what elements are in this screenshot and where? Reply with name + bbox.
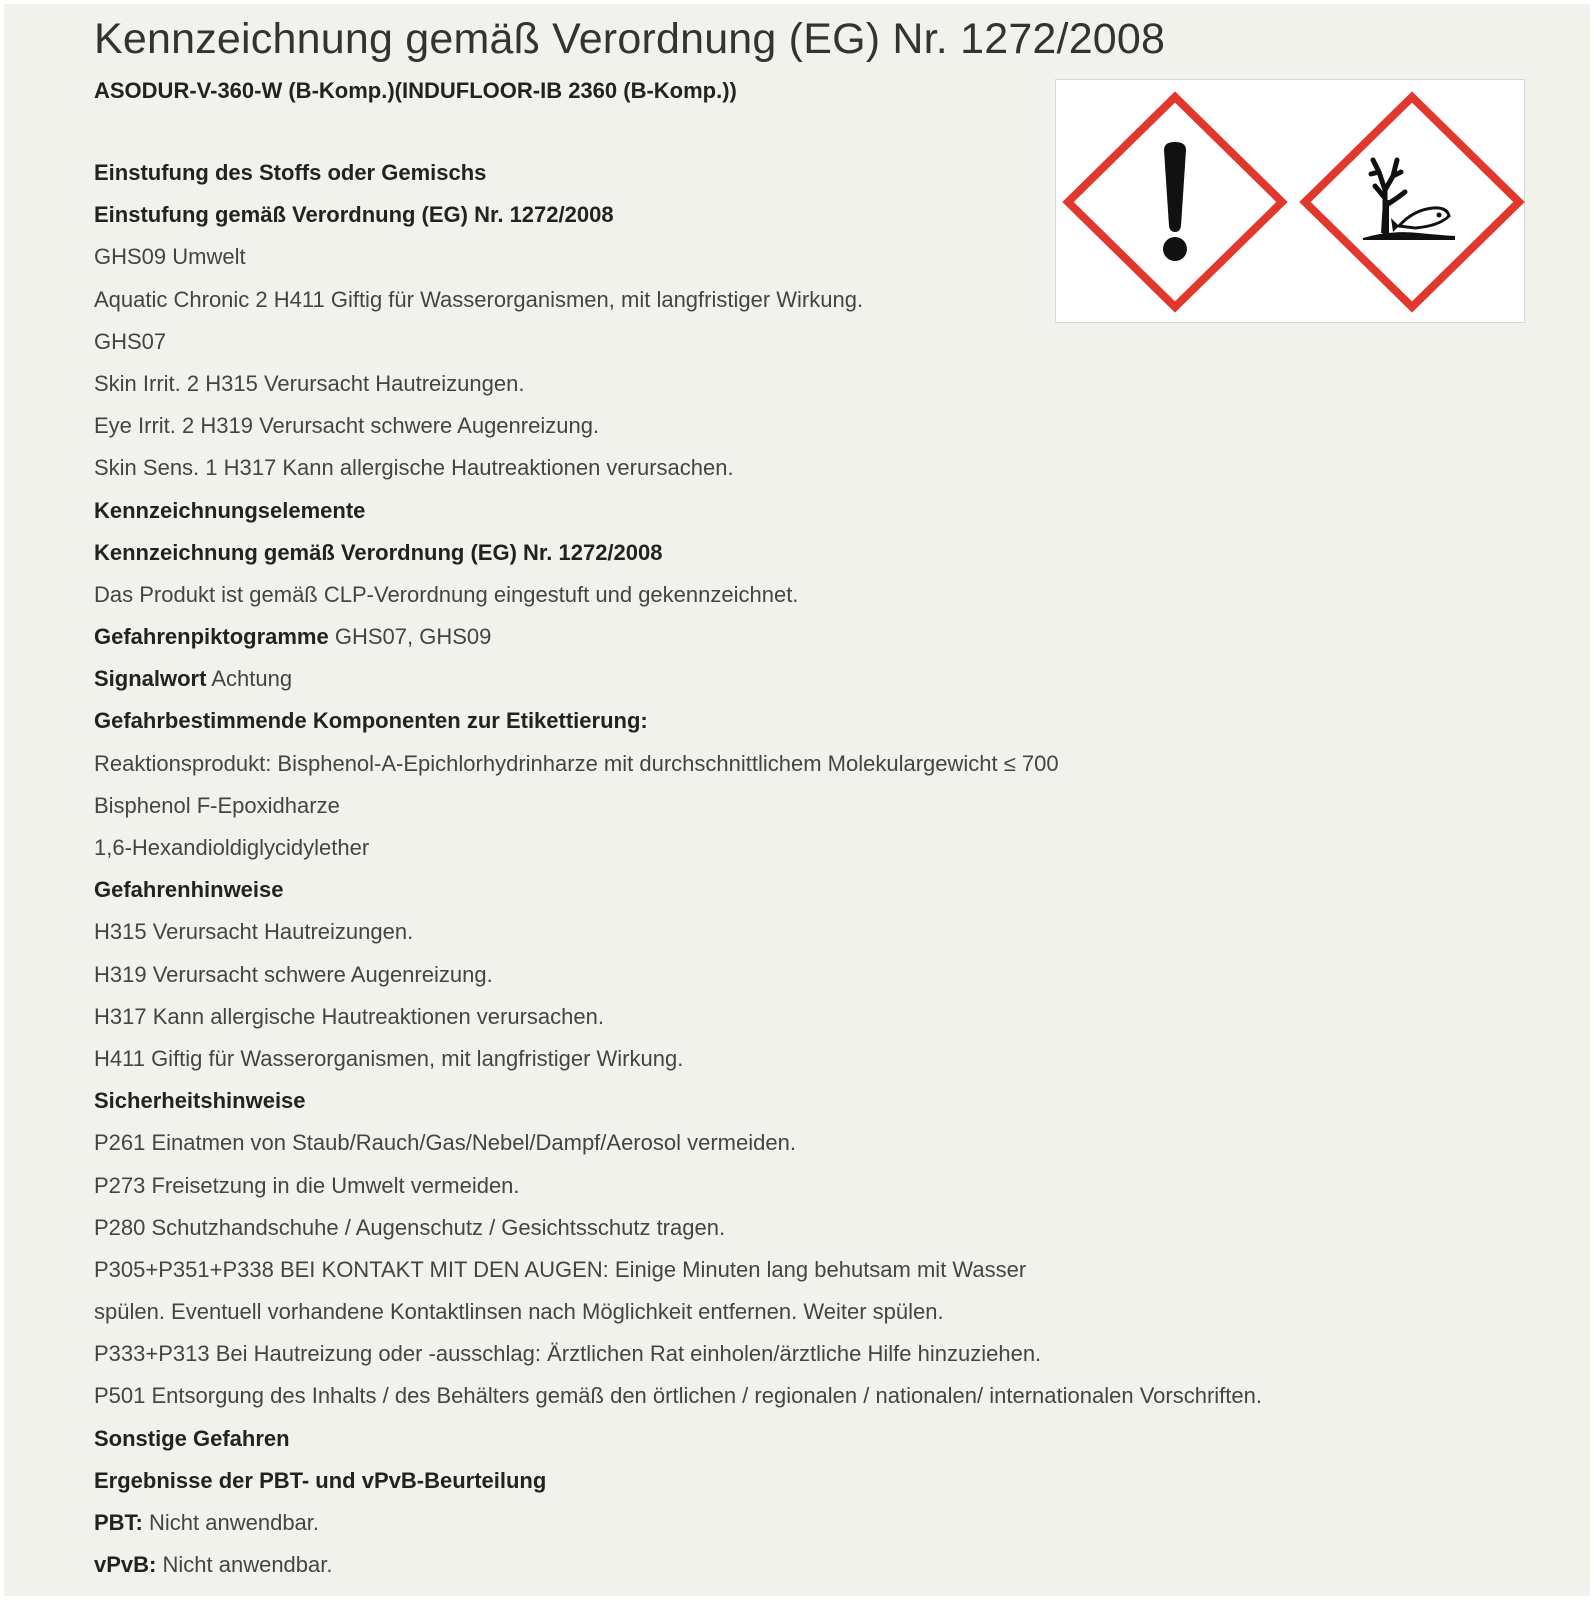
- components-heading: Gefahrbestimmende Komponenten zur Etikettierung:: [94, 708, 648, 734]
- other-hazards-heading: Sonstige Gefahren: [94, 1425, 290, 1451]
- classification-item: Eye Irrit. 2 H319 Verursacht schwere Augenreizung.: [94, 413, 600, 439]
- pbt-row: [94, 1502, 1474, 1544]
- component-item: 1,6-Hexandioldiglycidylether: [94, 835, 370, 860]
- classification-item: Skin Irrit. 2 H315 Verursacht Hautreizungen.: [94, 370, 525, 396]
- pictograms-label: Gefahrenpiktogramme: [94, 624, 329, 650]
- hazard-statement: H315 Verursacht Hautreizungen.: [94, 919, 414, 945]
- labelling-note: Das Produkt ist gemäß CLP-Verordnung eingestuft und gekennzeichnet.: [94, 581, 799, 607]
- precautionary-statement: P305+P351+P338 BEI KONTAKT MIT DEN AUGEN: Einige Minuten lang behutsam mit Wasser: [94, 1256, 1027, 1282]
- precautionary-statement: P501 Entsorgung des Inhalts / des Behälters gemäß den örtlichen / regionalen / nationalen/ internationalen Vorschriften.: [94, 1383, 1262, 1409]
- component-item: Bisphenol F-Epoxidharze: [94, 792, 340, 818]
- hazard-statements-heading: Gefahrenhinweise: [94, 877, 284, 903]
- precautionary-statement: P273 Freisetzung in die Umwelt vermeiden.: [94, 1172, 520, 1198]
- hazard-statement: H319 Verursacht schwere Augenreizung.: [94, 961, 493, 987]
- pictograms-value: GHS07, GHS09: [334, 624, 492, 650]
- product-name: ASODUR-V-360-W (B-Komp.)(INDUFLOOR-IB 2360 (B-Komp.)): [94, 78, 737, 103]
- vpvb-label: vPvB:: [94, 1552, 157, 1578]
- precautionary-statement: P333+P313 Bei Hautreizung oder -ausschlag: Ärztlichen Rat einholen/ärztliche Hilfe hinzuziehen.: [94, 1341, 1042, 1367]
- pbt-assessment-heading: Ergebnisse der PBT- und vPvB-Beurteilung: [94, 1467, 547, 1493]
- vpvb-value: Nicht anwendbar.: [162, 1552, 333, 1578]
- component-item: Reaktionsprodukt: Bisphenol-A-Epichlorhydrinharze mit durchschnittlichem Molekulargewicht ≤ 700: [94, 750, 1059, 776]
- classification-item: Skin Sens. 1 H317 Kann allergische Hautreaktionen verursachen.: [94, 455, 734, 481]
- classification-item: GHS07: [94, 328, 167, 354]
- pbt-value: Nicht anwendbar.: [149, 1510, 320, 1535]
- precautionary-statements-heading: Sicherheitshinweise: [94, 1088, 306, 1114]
- hazard-statement: H317 Kann allergische Hautreaktionen verursachen.: [94, 1003, 604, 1029]
- pictograms-row: [94, 616, 1474, 658]
- classification-item: GHS09 Umwelt: [94, 244, 246, 270]
- classification-subheading: Einstufung gemäß Verordnung (EG) Nr. 1272/2008: [94, 202, 614, 228]
- classification-item: Aquatic Chronic 2 H411 Giftig für Wasserorganismen, mit langfristiger Wirkung.: [94, 286, 864, 312]
- signal-word-label: Signalwort: [94, 666, 207, 692]
- pbt-label: PBT:: [94, 1510, 143, 1535]
- labelling-heading: Kennzeichnungselemente: [94, 497, 366, 523]
- precautionary-statement: P261 Einatmen von Staub/Rauch/Gas/Nebel/Dampf/Aerosol vermeiden.: [94, 1130, 796, 1156]
- vpvb-row: [94, 1544, 1474, 1586]
- labelling-subheading: Kennzeichnung gemäß Verordnung (EG) Nr. 1272/2008: [94, 539, 663, 565]
- classification-heading: Einstufung des Stoffs oder Gemischs: [94, 160, 487, 185]
- page-title: Kennzeichnung gemäß Verordnung (EG) Nr. 1272/2008: [94, 15, 1166, 63]
- signal-word-row: [94, 658, 1474, 700]
- signal-word-value: Achtung: [211, 666, 293, 692]
- document-content: [94, 14, 1474, 1586]
- hazard-statement: H411 Giftig für Wasserorganismen, mit langfristiger Wirkung.: [94, 1045, 684, 1071]
- precautionary-statement: spülen. Eventuell vorhandene Kontaktlinsen nach Möglichkeit entfernen. Weiter spülen.: [94, 1299, 944, 1325]
- document-page: [4, 4, 1590, 1596]
- precautionary-statement: P280 Schutzhandschuhe / Augenschutz / Gesichtsschutz tragen.: [94, 1214, 726, 1240]
